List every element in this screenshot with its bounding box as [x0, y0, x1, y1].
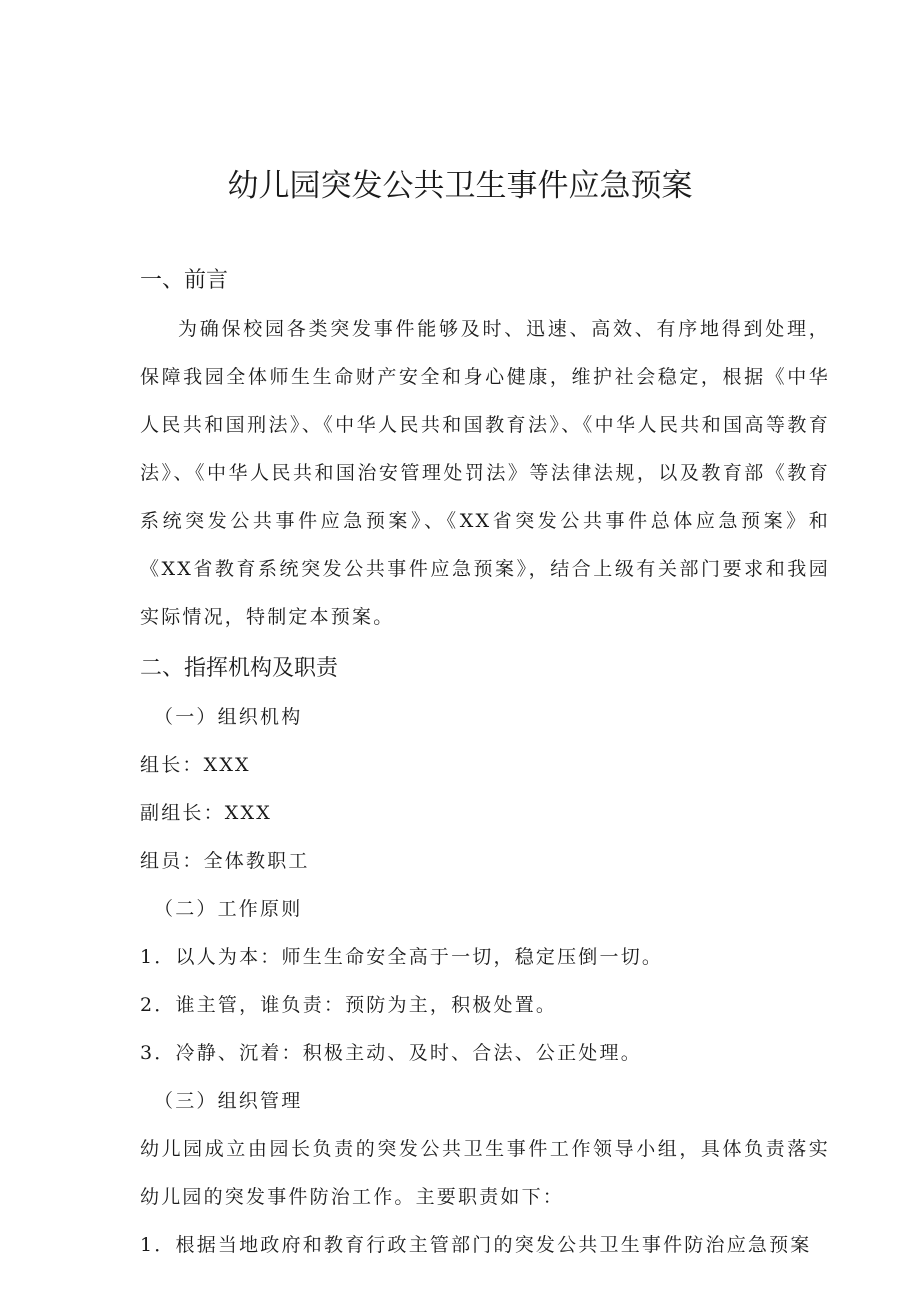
preface-paragraph: 为确保校园各类突发事件能够及时、迅速、高效、有序地得到处理，保障我园全体师生生命财产安全和身心健康，维护社会稳定，根据《中华人民共和国刑法》、《中华人民共和国教育法》、《中华人民共和国高等教育法》、《中华人民共和国治安管理处罚法》等法律法规，以及教育部《教育系统突发公共事件应急预案》、《XX省突发公共事件总体应急预案》和《XX省教育系统突发公共事件应急预案》，结合上级有关部门要求和我园实际情况，特制定本预案。 — [140, 318, 830, 628]
principle-item: 1．以人为本：师生生命安全高于一切，稳定压倒一切。 — [140, 946, 664, 968]
subheading-principles: （二）工作原则 — [154, 898, 303, 920]
duty-item: 1．根据当地政府和教育行政主管部门的突发公共卫生事件防治应急预案 — [140, 1234, 812, 1256]
subheading-organization: （一）组织机构 — [154, 706, 303, 728]
section-heading-preface: 一、前言 — [140, 268, 229, 293]
document-title: 幼儿园突发公共卫生事件应急预案 — [227, 168, 693, 204]
subheading-management: （三）组织管理 — [154, 1090, 303, 1112]
management-paragraph: 幼儿园成立由园长负责的突发公共卫生事件工作领导小组，具体负责落实幼儿园的突发事件防治工作。主要职责如下： — [140, 1138, 830, 1208]
principle-item: 3．冷静、沉着：积极主动、及时、合法、公正处理。 — [140, 1042, 642, 1064]
deputy-leader-line: 副组长：XXX — [140, 802, 272, 824]
members-line: 组员：全体教职工 — [140, 850, 310, 872]
document-body — [140, 257, 830, 1269]
leader-line: 组长：XXX — [140, 754, 251, 776]
principle-item: 2．谁主管，谁负责：预防为主，积极处置。 — [140, 994, 558, 1016]
section-heading-command: 二、指挥机构及职责 — [140, 656, 339, 681]
